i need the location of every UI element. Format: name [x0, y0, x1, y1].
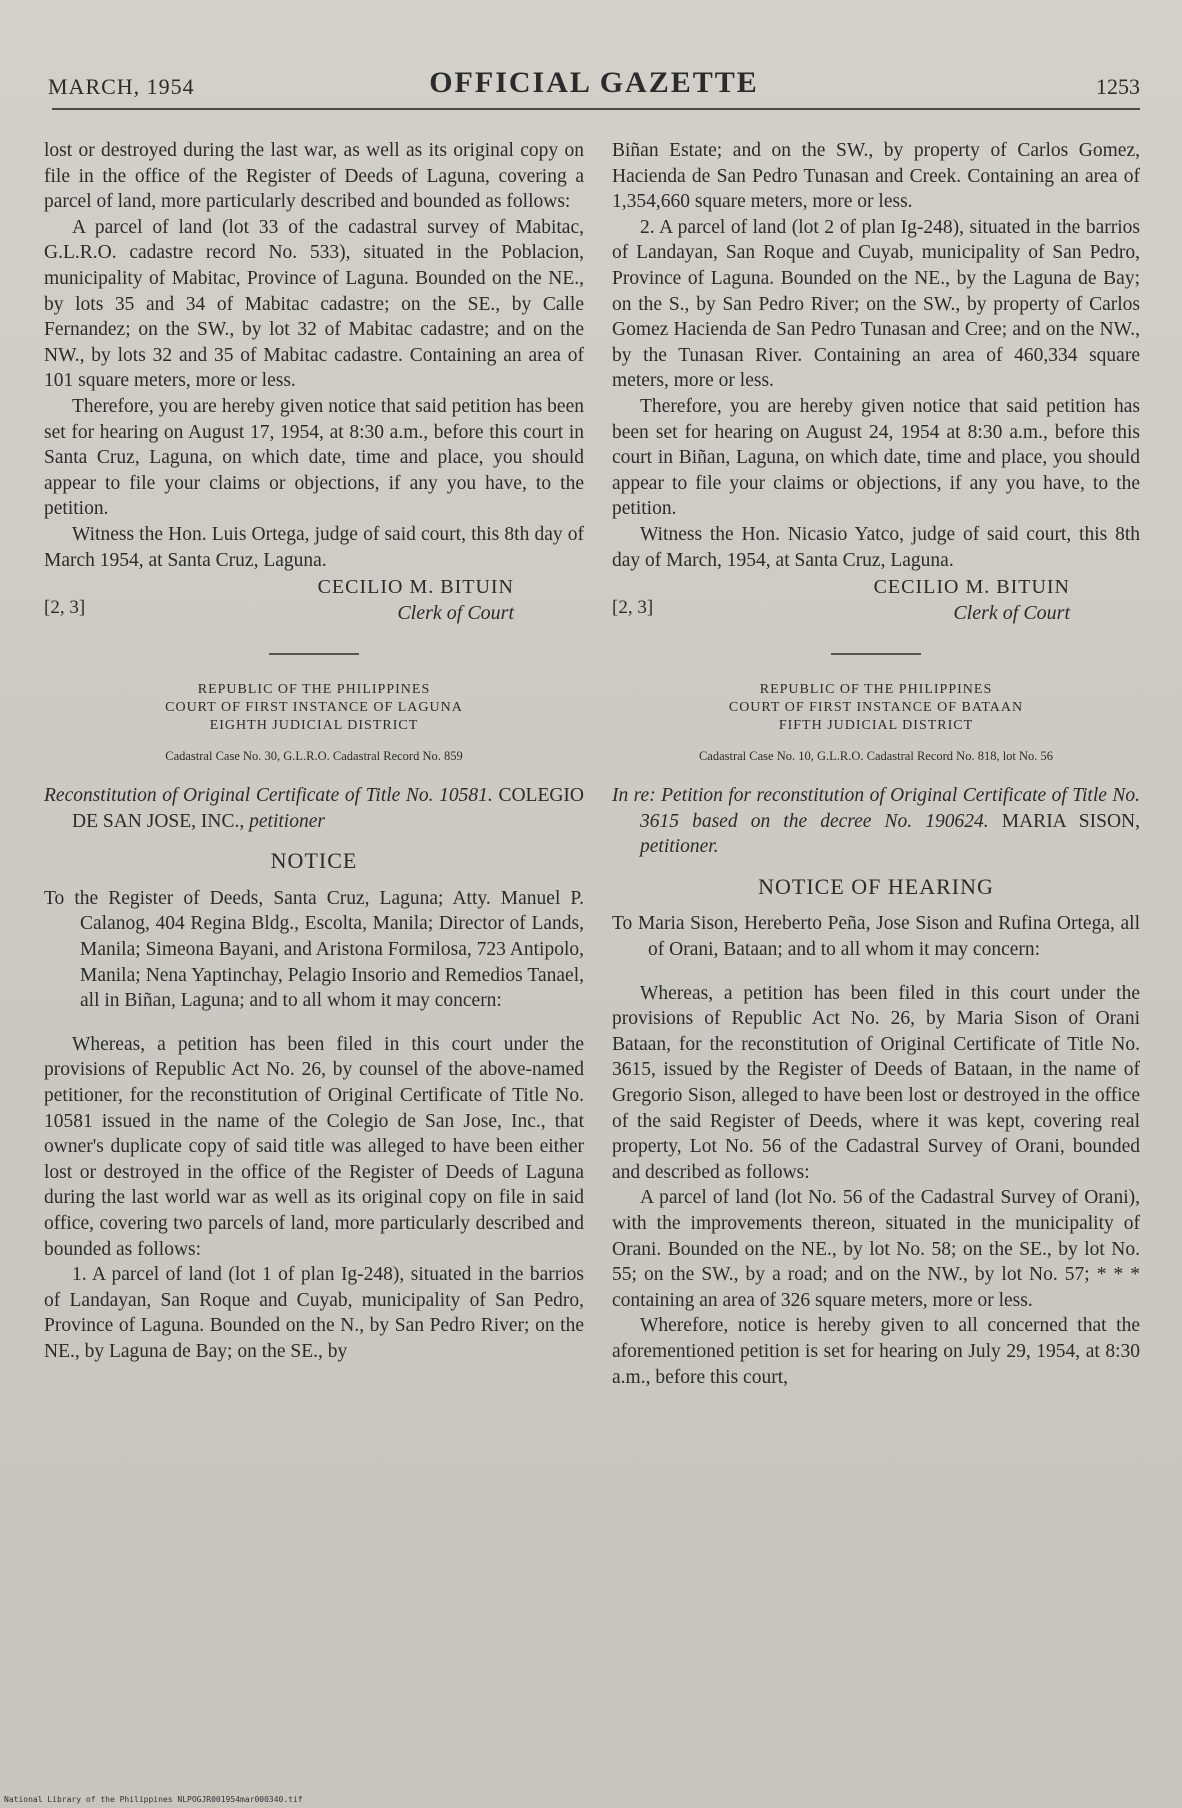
signatory-name: CECILIO M. BITUIN — [873, 576, 1070, 599]
page-number: 1253 — [1096, 74, 1140, 99]
signatory-name: CECILIO M. BITUIN — [317, 576, 514, 599]
court-caption: REPUBLIC OF THE PHILIPPINES — [197, 682, 431, 698]
section-divider — [269, 653, 359, 655]
signature-block — [612, 575, 1140, 627]
case-title-text: Reconstitution of Original Certificate of Title No. 10581. — [44, 785, 493, 807]
paragraph: Witness the Hon. Nicasio Yatco, judge of said court, this 8th day of March, 1954, at Santa Cruz, Laguna. — [612, 523, 1140, 571]
left-column — [44, 138, 584, 1365]
issue-ref: [2, 3] — [612, 597, 654, 619]
section-divider — [831, 653, 921, 655]
paragraph: Whereas, a petition has been filed in this court under the provisions of Republic Act No. 26, by Maria Sison of Orani Bataan, for the reconstitution of Original Certificate of Title No. 3615, issued by the Register of Deeds of Bataan, in the name of Gregorio Sison, alleged to have been lost or destroyed in the office of the said Register of Deeds, where it was kept, covering real property, Lot No. 56 of the Cadastral Survey of Orani, bounded and described as follows: — [612, 982, 1140, 1183]
petitioner-label: petitioner — [249, 810, 325, 832]
header-rule — [52, 108, 1140, 110]
petitioner-name: COLEGIO DE SAN JOSE, INC., — [72, 785, 585, 832]
case-title — [44, 783, 584, 834]
case-number: Cadastral Case No. 10, G.L.R.O. Cadastral Record No. 818, lot No. 56 — [698, 749, 1054, 764]
page-header — [48, 66, 1140, 106]
header-date: MARCH, 1954 — [48, 74, 195, 99]
petitioner-label: petitioner. — [640, 836, 719, 858]
issue-ref: [2, 3] — [44, 597, 86, 619]
court-caption: EIGHTH JUDICIAL DISTRICT — [209, 718, 419, 734]
court-caption: COURT OF FIRST INSTANCE OF LAGUNA — [165, 700, 463, 716]
paragraph: A parcel of land (lot 33 of the cadastral survey of Mabitac, G.L.R.O. cadastre record No. 533), situated in the Poblacion, municipality of Mabitac, Province of Laguna. Bounded on the NE., by lots 35 and 34 of Mabitac cadastre; on the SE., by Calle Fernandez; on the SW., by lot 32 of Mabitac cadastre; and on the NW., by lots 32 and 35 of Mabitac cadastre. Containing an area of 101 square meters, more or less. — [44, 216, 584, 392]
header-title: OFFICIAL GAZETTE — [429, 66, 759, 99]
paragraph: 1. A parcel of land (lot 1 of plan Ig-248), situated in the barrios of Landayan, San Roque and Cuyab, municipality of San Pedro, Province of Laguna. Bounded on the N., by San Pedro River; on the NE., by Laguna de Bay; on the SE., by — [44, 1264, 584, 1362]
court-caption: COURT OF FIRST INSTANCE OF BATAAN — [728, 700, 1024, 716]
addressees: To Maria Sison, Hereberto Peña, Jose Sison and Rufina Ortega, all of Orani, Bataan; and to all whom it may concern: — [612, 913, 1140, 961]
right-column — [612, 138, 1140, 1390]
addressees: To the Register of Deeds, Santa Cruz, Laguna; Atty. Manuel P. Calanog, 404 Regina Bldg., Escolta, Manila; Director of Lands, Manila; Simeona Bayani, and Aristona Formilosa, 723 Antipolo, Manila; Nena Yaptinchay, Pelagio Insorio and Remedios Tanael, all in Biñan, Laguna; and to all whom it may concern: — [44, 887, 584, 1012]
case-number: Cadastral Case No. 30, G.L.R.O. Cadastral Record No. 859 — [165, 749, 463, 764]
court-caption: FIFTH JUDICIAL DISTRICT — [778, 718, 974, 734]
paragraph: lost or destroyed during the last war, as well as its original copy on file in the office of the Register of Deeds of Laguna, covering a parcel of land, more particularly described and bounded as follows: — [44, 140, 584, 213]
paragraph: Whereas, a petition has been filed in this court under the provisions of Republic Act No. 26, by counsel of the above-named petitioner, for the reconstitution of Original Certificate of Title No. 10581 issued in the name of the Colegio de San Jose, Inc., that owner's duplicate copy of said title was alleged to have been either lost or destroyed in the office of the Register of Deeds of Laguna during the last world war as well as its original copy on file in said office, covering two parcels of land, more particularly described and bounded as follows: — [44, 1033, 584, 1260]
paragraph: Witness the Hon. Luis Ortega, judge of said court, this 8th day of March 1954, at Santa Cruz, Laguna. — [44, 523, 584, 571]
case-title-text: In re: Petition for reconstitution of Original Certificate of Title No. 3615 based on the decree No. 190624. — [612, 785, 1140, 832]
notice-heading: NOTICE OF HEARING — [758, 873, 994, 899]
paragraph: Wherefore, notice is hereby given to all concerned that the aforementioned petition is set for hearing on July 29, 1954, at 8:30 a.m., before this court, — [612, 1315, 1140, 1388]
paragraph: Biñan Estate; and on the SW., by property of Carlos Gomez, Hacienda de San Pedro Tunasan and Creek. Containing an area of 1,354,660 square meters, more or less. — [612, 140, 1140, 213]
scan-footer: National Library of the Philippines NLPOGJR001954mar000340.tif — [4, 1795, 303, 1804]
paragraph: A parcel of land (lot No. 56 of the Cadastral Survey of Orani), with the improvements thereon, situated in the municipality of Orani. Bounded on the NE., by lot No. 58; on the SE., by lot No. 55; on the SW., by a road; and on the NW., by lot No. 57; * * * containing an area of 326 square meters, more or less. — [612, 1187, 1140, 1311]
signatory-title: Clerk of Court — [397, 602, 514, 625]
case-title — [612, 783, 1140, 860]
notice-heading: NOTICE — [270, 848, 358, 874]
paragraph: 2. A parcel of land (lot 2 of plan Ig-248), situated in the barrios of Landayan, San Roque and Cuyab, municipality of San Pedro, Province of Laguna. Bounded on the NE., by the Laguna de Bay; on the S., by San Pedro River; on the SW., by property of Carlos Gomez Hacienda de San Pedro Tunasan and Cree; and on the NW., by the Tunasan River. Containing an area of 460,334 square meters, more or less. — [612, 216, 1140, 392]
petitioner-name: MARIA SISON, — [1001, 810, 1141, 832]
court-caption: REPUBLIC OF THE PHILIPPINES — [759, 682, 993, 698]
paragraph: Therefore, you are hereby given notice that said petition has been set for hearing on August 17, 1954, at 8:30 a.m., before this court in Santa Cruz, Laguna, on which date, time and place, you should appear to file your claims or objections, if any you have, to the petition. — [44, 395, 584, 520]
signatory-title: Clerk of Court — [953, 602, 1070, 625]
paragraph: Therefore, you are hereby given notice that said petition has been set for hearing on August 24, 1954 at 8:30 a.m., before this court in Biñan, Laguna, on which date, time and place, you should appear to file your claims or objections, if any you have, to the petition. — [612, 395, 1140, 520]
signature-block — [44, 575, 584, 627]
